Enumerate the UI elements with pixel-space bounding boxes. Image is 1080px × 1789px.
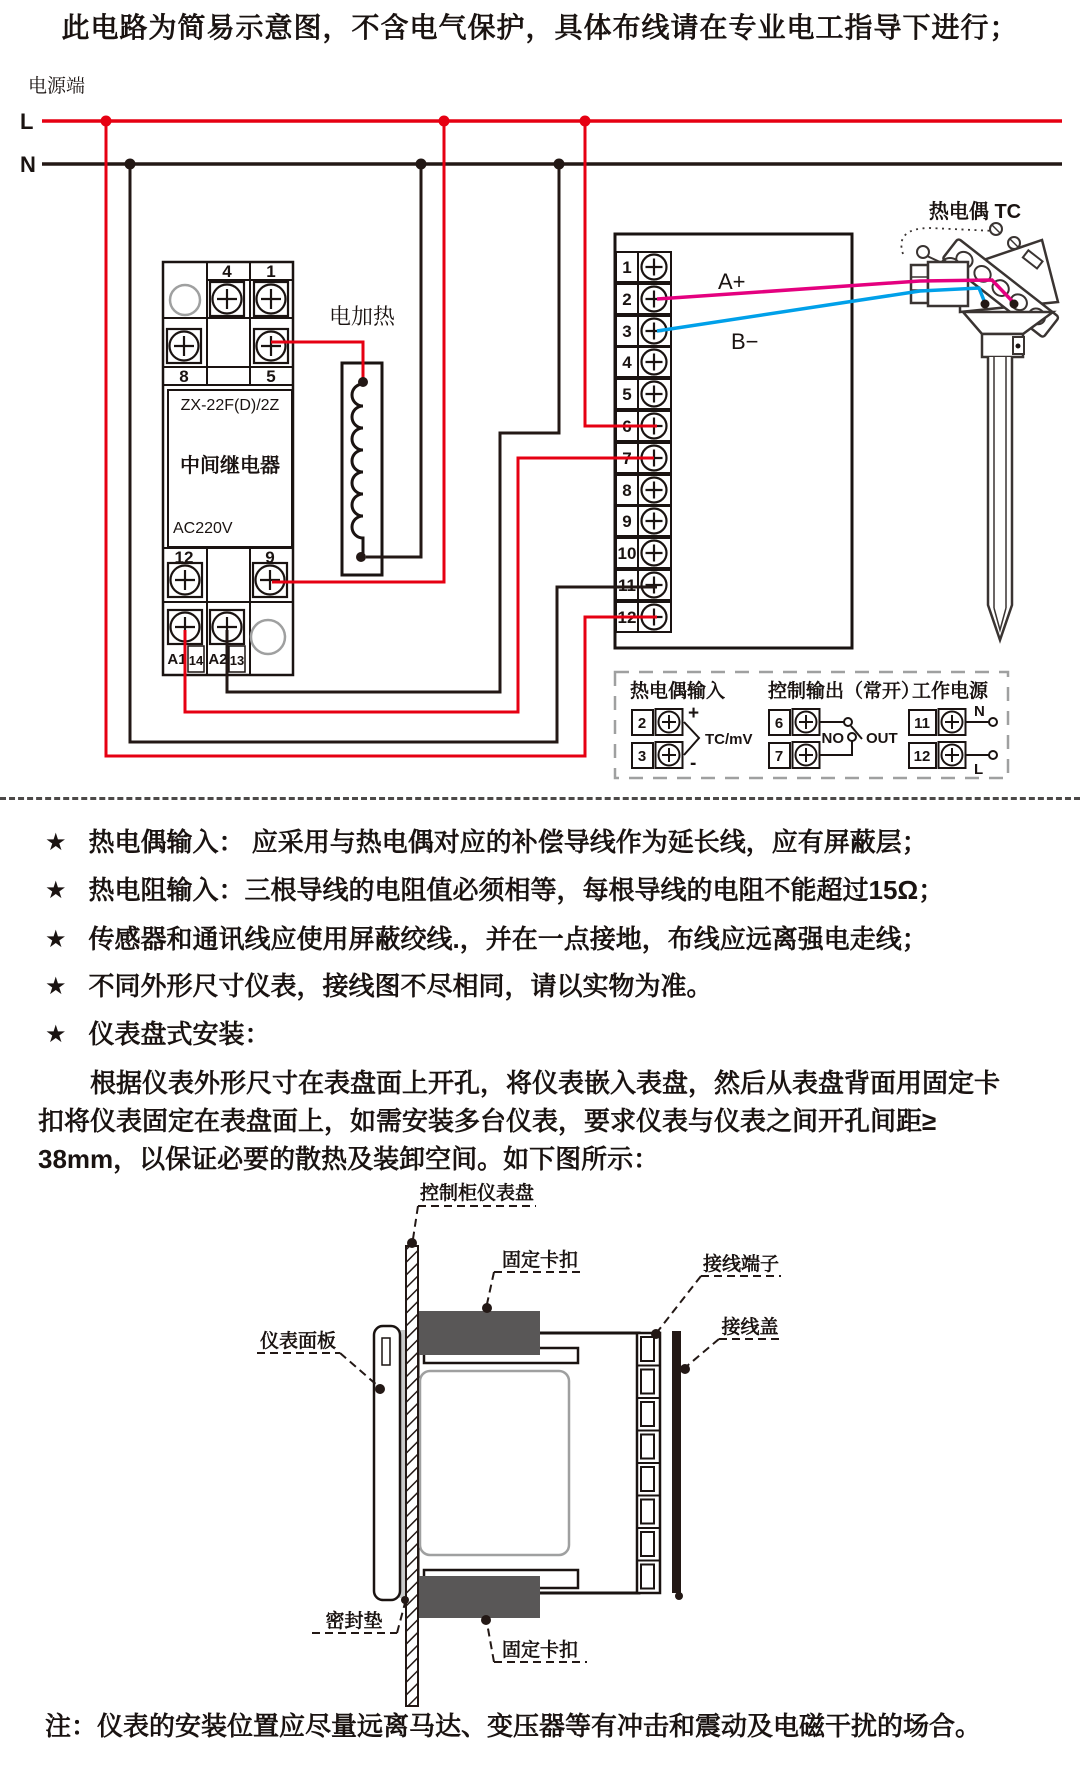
controller-terminal-label: 2 — [622, 290, 632, 309]
relay-voltage: AC220V — [173, 520, 233, 537]
fixing-clip-bottom — [418, 1576, 540, 1618]
page-title: 此电路为简易示意图，不含电气保护，具体布线请在专业电工指导下进行； — [61, 12, 1019, 43]
legend-tc-input-title: 热电偶输入 — [630, 681, 726, 702]
controller-terminal-label: 6 — [622, 417, 632, 436]
mounting-diagram — [0, 1160, 1080, 1720]
controller-terminal-label: 1 — [622, 258, 632, 277]
note-bullet: ★ 仪表盘式安装： — [45, 1019, 271, 1049]
label-clip-bottom: 固定卡扣 — [501, 1640, 579, 1661]
wiring-diagram — [0, 0, 1080, 800]
relay-terminal-1: 1 — [266, 262, 276, 281]
controller-terminal-label: 8 — [622, 481, 632, 500]
star-icon: ★ — [45, 973, 67, 1000]
label-front-panel: 仪表面板 — [259, 1331, 337, 1352]
star-icon: ★ — [45, 1021, 67, 1048]
relay-terminal-8: 8 — [179, 367, 189, 386]
label-terminal-block: 接线端子 — [702, 1254, 780, 1275]
panel-wall — [406, 1246, 418, 1706]
label-panel: 控制柜仪表盘 — [419, 1183, 535, 1204]
b-minus-label: B− — [731, 329, 759, 354]
legend-power-title: 工作电源 — [912, 681, 989, 702]
controller-terminal-label: 9 — [622, 512, 632, 531]
line-n-label: N — [20, 152, 36, 177]
note-bullet: ★ 不同外形尺寸仪表，接线图不尽相同，请以实物为准。 — [45, 971, 713, 1001]
note-bullet: ★ 传感器和通讯线应使用屏蔽绞线.，并在一点接地，布线应远离强电走线； — [45, 924, 928, 954]
relay-terminal-a1: A1 — [167, 651, 187, 668]
legend-control-title: 控制输出（常开） — [768, 681, 921, 702]
legend-n: N — [974, 703, 985, 720]
controller-terminal-label: 5 — [622, 385, 632, 404]
install-paragraph-line: 扣将仪表固定在表盘面上，如需安装多台仪表，要求仪表与仪表之间开孔间距≥ — [38, 1106, 937, 1136]
controller-terminal-label: 3 — [622, 322, 632, 341]
legend-plus: + — [688, 703, 700, 724]
controller-terminal-label: 7 — [622, 449, 632, 468]
legend-t2: 2 — [637, 715, 647, 732]
line-l-label: L — [20, 109, 34, 134]
relay-terminal-9: 9 — [265, 548, 275, 567]
relay-terminal-5: 5 — [266, 367, 276, 386]
controller-terminal-label: 11 — [618, 576, 636, 595]
label-gasket: 密封垫 — [325, 1611, 383, 1632]
instrument-front-panel — [374, 1326, 400, 1600]
legend-t11: 11 — [914, 715, 930, 732]
heater-label: 电加热 — [328, 304, 396, 329]
instrument-window — [420, 1371, 569, 1555]
section-divider — [0, 797, 1080, 800]
star-icon: ★ — [45, 877, 67, 904]
label-clip-top: 固定卡扣 — [501, 1250, 579, 1271]
terminal-legend — [615, 672, 1008, 778]
note-bullet: ★ 热电偶输入： 应采用与热电偶对应的补偿导线作为延长线，应有屏蔽层； — [45, 827, 928, 857]
terminal-cover — [672, 1331, 681, 1593]
legend-t12: 12 — [913, 748, 931, 765]
relay-terminal-12: 12 — [174, 548, 194, 567]
legend-l: L — [974, 761, 984, 778]
legend-t3: 3 — [637, 748, 647, 765]
rear-terminal-block — [637, 1333, 660, 1593]
legend-minus: - — [690, 753, 697, 774]
relay-name: 中间继电器 — [180, 455, 280, 477]
thermocouple-sensor — [901, 223, 1059, 640]
legend-t7: 7 — [774, 748, 784, 765]
install-paragraph-line: 根据仪表外形尺寸在表盘面上开孔，将仪表嵌入表盘，然后从表盘背面用固定卡 — [90, 1068, 1001, 1098]
controller-terminal-label: 12 — [617, 608, 637, 627]
relay-model: ZX-22F(D)/2Z — [180, 397, 280, 414]
note-bullet: ★ 热电阻输入：三根导线的电阻值必须相等，每根导线的电阻不能超过15Ω； — [45, 875, 945, 905]
legend-no: NO — [821, 730, 844, 747]
a-plus-label: A+ — [718, 269, 746, 294]
legend-out: OUT — [866, 730, 898, 747]
relay-terminal-4: 4 — [222, 262, 232, 281]
relay-terminal-14: 14 — [188, 653, 204, 668]
heater — [342, 363, 382, 575]
star-icon: ★ — [45, 829, 67, 856]
controller-terminal-label: 4 — [622, 353, 632, 372]
legend-signal: TC/mV — [705, 731, 753, 748]
legend-t6: 6 — [774, 715, 784, 732]
relay-terminal-a2: A2 — [208, 651, 228, 668]
sensor-label: 热电偶 TC — [928, 201, 1022, 223]
power-terminal-label: 电源端 — [28, 76, 86, 97]
fixing-clip-top — [418, 1311, 540, 1355]
controller-terminal-label: 10 — [617, 544, 637, 563]
relay-terminal-13: 13 — [229, 653, 245, 668]
install-paragraph-line: 38mm，以保证必要的散热及装卸空间。如下图所示： — [38, 1144, 660, 1174]
star-icon: ★ — [45, 926, 67, 953]
footnote: 注：仪表的安装位置应尽量远离马达、变压器等有冲击和震动及电磁干扰的场合。 — [45, 1711, 982, 1741]
label-cover: 接线盖 — [721, 1317, 779, 1338]
